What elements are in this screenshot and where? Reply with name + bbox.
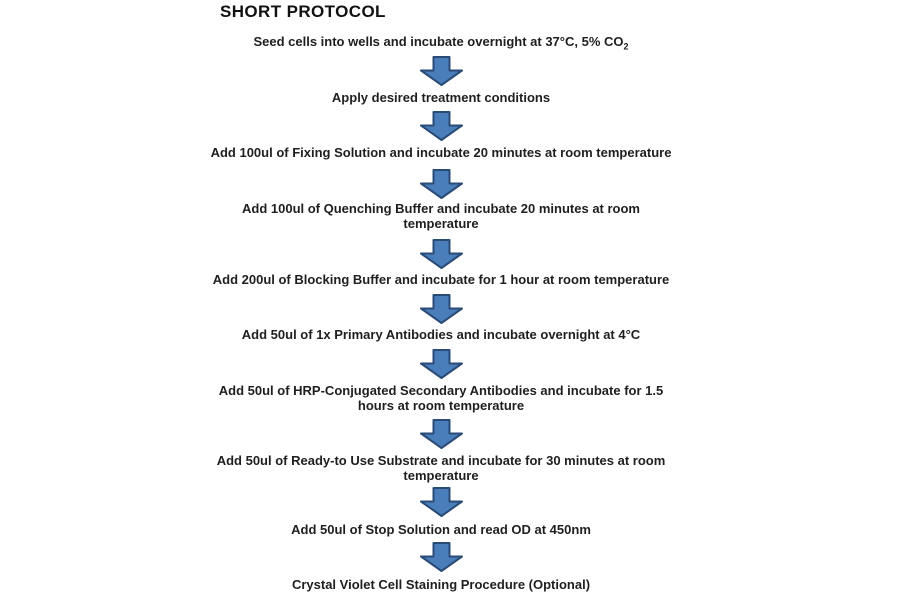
step-line: temperature [403,468,479,483]
down-arrow-icon [141,239,741,269]
step-text-7 [141,383,741,413]
step-line: Crystal Violet Cell Staining Procedure (Optional) [291,577,591,592]
down-arrow-icon [141,419,741,449]
down-arrow-icon [141,294,741,324]
step-text-4 [141,201,741,231]
step-line: Add 200ul of Blocking Buffer and incubate for 1 hour at room temperature [212,272,670,287]
down-arrow-icon [141,111,741,141]
step-line: Add 50ul of Ready-to Use Substrate and incubate for 30 minutes at room [216,453,666,468]
step-line: Add 50ul of HRP-Conjugated Secondary Antibodies and incubate for 1.5 [218,383,664,398]
step-line: temperature [403,216,479,231]
step-line: Apply desired treatment conditions [331,90,551,105]
co2-subscript: 2 [623,41,629,52]
down-arrow-icon [141,542,741,572]
step-text-10 [141,577,741,592]
step-text-3 [141,145,741,160]
step-line: Seed cells into wells and incubate overnight at 37°C, 5% CO [253,34,624,49]
down-arrow-icon [141,349,741,379]
step-line: Add 100ul of Fixing Solution and incubate 20 minutes at room temperature [210,145,672,160]
step-text-9 [141,522,741,537]
step-line: hours at room temperature [357,398,525,413]
step-text-2 [141,90,741,105]
step-text-1 [141,34,741,52]
step-text-8 [141,453,741,483]
down-arrow-icon [141,487,741,517]
down-arrow-icon [141,169,741,199]
step-line: Add 50ul of Stop Solution and read OD at 450nm [291,522,591,537]
page-title: SHORT PROTOCOL [220,2,386,21]
step-line: Add 100ul of Quenching Buffer and incubate 20 minutes at room [242,201,640,216]
down-arrow-icon [141,56,741,86]
step-line: Add 50ul of 1x Primary Antibodies and incubate overnight at 4°C [241,327,641,342]
step-text-6 [141,327,741,342]
step-text-5 [141,272,741,287]
